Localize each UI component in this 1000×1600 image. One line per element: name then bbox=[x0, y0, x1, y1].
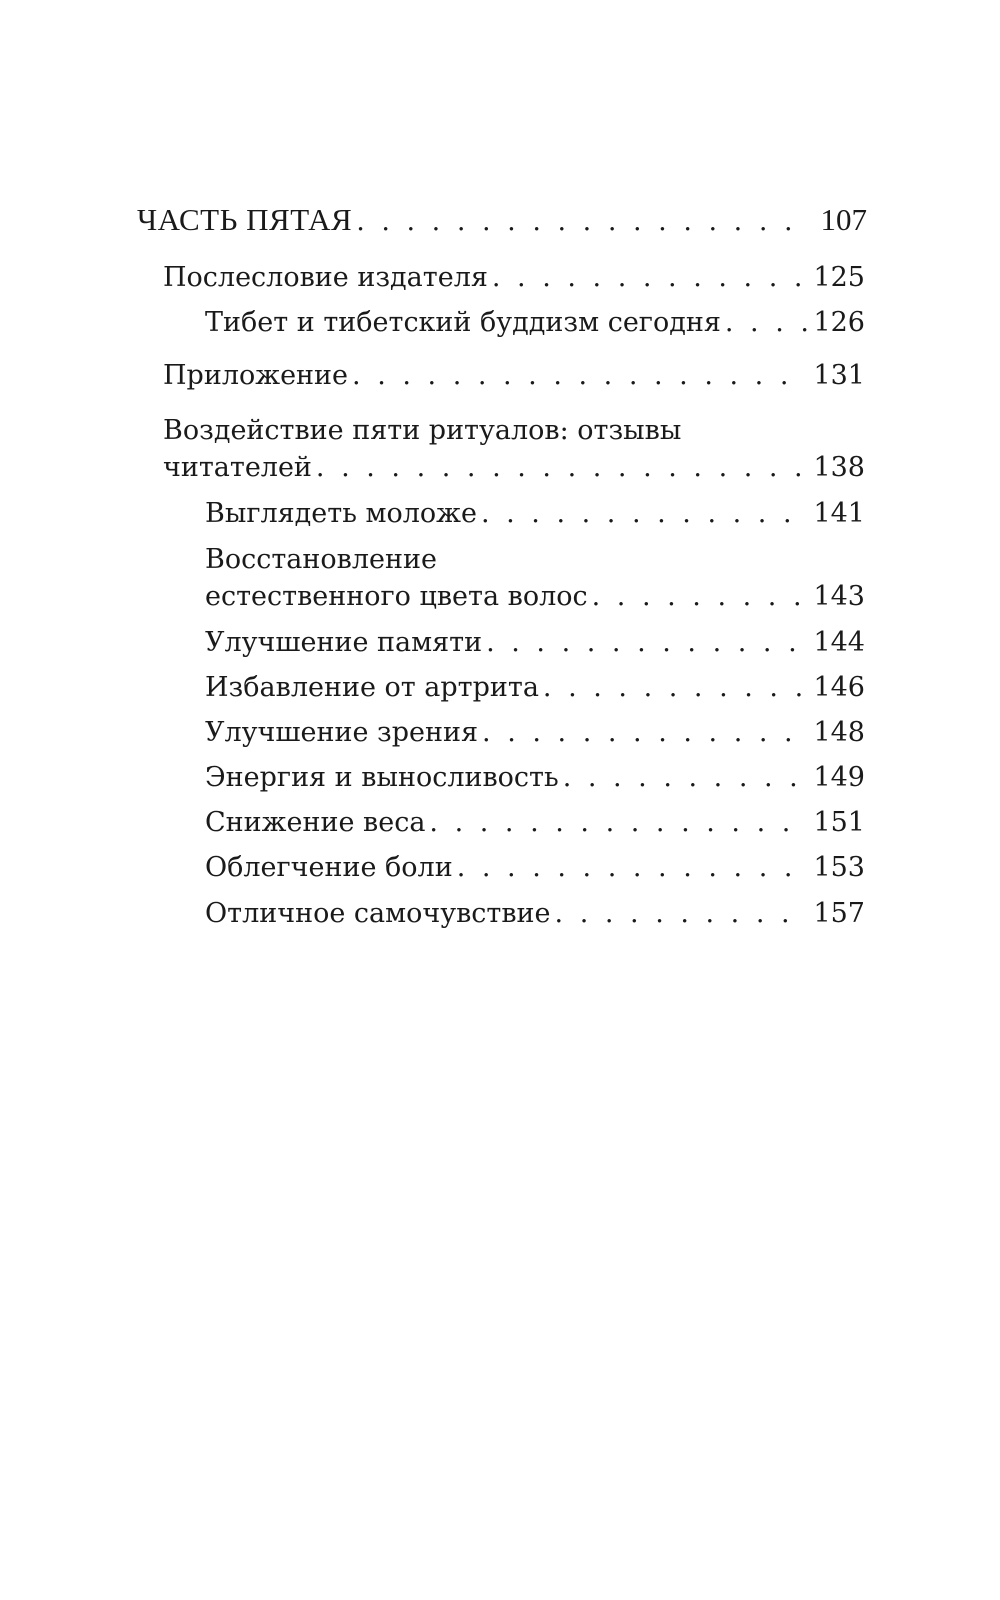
dot-leader bbox=[492, 261, 807, 295]
toc-entry-title: Избавление от артрита bbox=[205, 672, 539, 703]
toc-entry-afterword bbox=[163, 261, 865, 295]
toc-entry-vision bbox=[205, 716, 865, 750]
toc-entry-title: читателей bbox=[163, 452, 312, 483]
toc-entry-page: 138 bbox=[813, 452, 865, 483]
toc-entry-energy bbox=[205, 761, 865, 795]
toc-entry-title: Приложение bbox=[163, 360, 349, 391]
toc-entry-page: 141 bbox=[813, 498, 865, 529]
toc-entry-page: 131 bbox=[813, 360, 865, 391]
toc-entry-reviews-line1: Воздействие пяти ритуалов: отзывы bbox=[163, 415, 682, 446]
toc-entry-weight bbox=[205, 806, 865, 840]
dot-leader bbox=[725, 306, 807, 340]
dot-leader bbox=[592, 580, 807, 614]
toc-entry-page: 148 bbox=[813, 717, 865, 748]
toc-entry-title: Послесловие издателя bbox=[163, 262, 488, 293]
dot-leader bbox=[429, 806, 807, 840]
dot-leader bbox=[555, 897, 807, 931]
toc-entry-memory bbox=[205, 626, 865, 660]
toc-entry-reviews bbox=[163, 451, 865, 485]
toc-entry-part-five bbox=[137, 203, 867, 239]
dot-leader bbox=[356, 205, 809, 239]
toc-entry-appendix bbox=[163, 359, 865, 393]
toc-entry-title: Облегчение боли bbox=[205, 852, 453, 883]
toc-entry-page: 144 bbox=[813, 627, 865, 658]
toc-entry-arthritis bbox=[205, 671, 865, 705]
toc-entry-page: 126 bbox=[813, 307, 865, 338]
toc-entry-page: 107 bbox=[820, 202, 867, 237]
dot-leader bbox=[563, 761, 807, 795]
toc-entry-hair bbox=[205, 580, 865, 614]
toc-entry-title: естественного цвета волос bbox=[205, 581, 588, 612]
toc-entry-page: 151 bbox=[813, 807, 865, 838]
toc-entry-title: Тибет и тибетский буддизм сегодня bbox=[205, 307, 721, 338]
toc-entry-title: Улучшение памяти bbox=[205, 627, 483, 658]
toc-entry-title: ЧАСТЬ ПЯТАЯ bbox=[137, 202, 353, 237]
toc-entry-page: 125 bbox=[813, 262, 865, 293]
dot-leader bbox=[486, 626, 807, 660]
toc-entry-hair-line1: Восстановление bbox=[205, 544, 437, 575]
toc-entry-pain bbox=[205, 851, 865, 885]
toc-entry-title: Снижение веса bbox=[205, 807, 426, 838]
toc-entry-title: Энергия и выносливость bbox=[205, 762, 559, 793]
toc-entry-page: 153 bbox=[813, 852, 865, 883]
dot-leader bbox=[482, 716, 807, 750]
toc-entry-page: 149 bbox=[813, 762, 865, 793]
dot-leader bbox=[457, 851, 807, 885]
toc-entry-title: Улучшение зрения bbox=[205, 717, 479, 748]
toc-entry-wellbeing bbox=[205, 897, 865, 931]
dot-leader bbox=[352, 359, 807, 393]
toc-entry-title: Отличное самочувствие bbox=[205, 898, 551, 929]
toc-entry-tibet bbox=[205, 306, 865, 340]
dot-leader bbox=[481, 497, 807, 531]
toc-entry-page: 146 bbox=[813, 672, 865, 703]
toc-entry-page: 143 bbox=[813, 581, 865, 612]
toc-entry-page: 157 bbox=[813, 898, 865, 929]
toc-entry-younger bbox=[205, 497, 865, 531]
toc-entry-title: Выглядеть моложе bbox=[205, 498, 477, 529]
dot-leader bbox=[316, 451, 807, 485]
dot-leader bbox=[543, 671, 807, 705]
